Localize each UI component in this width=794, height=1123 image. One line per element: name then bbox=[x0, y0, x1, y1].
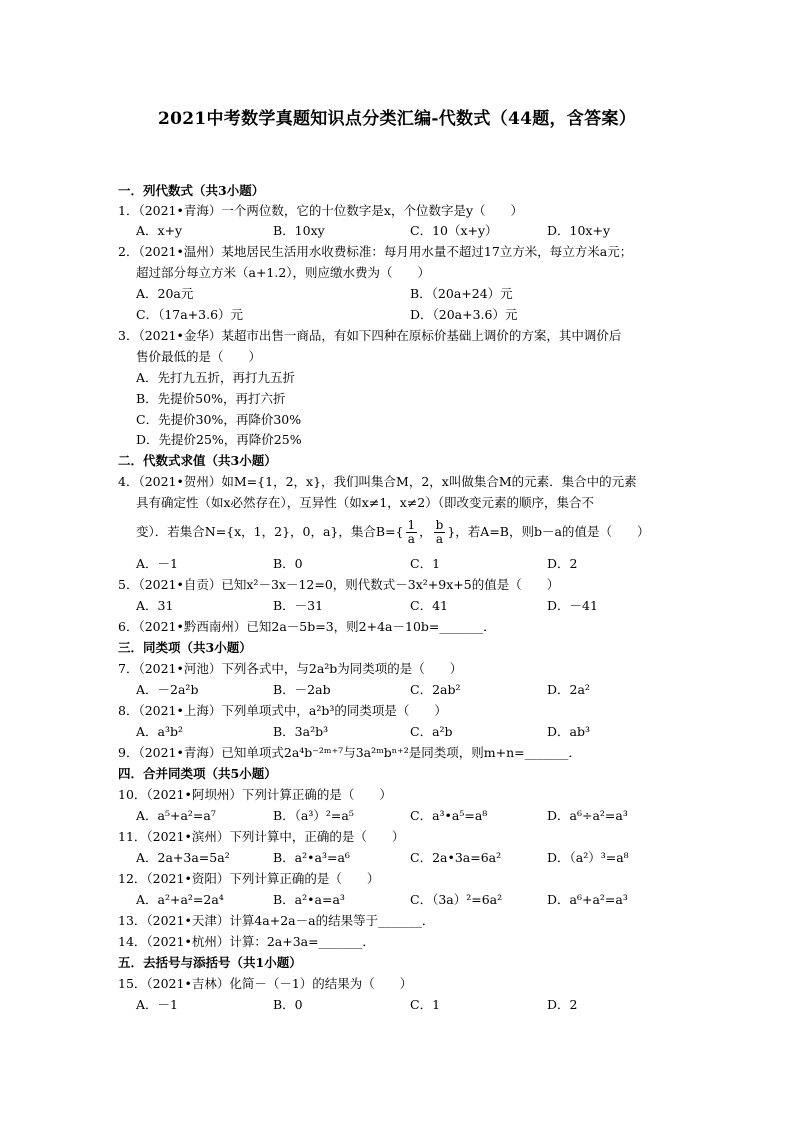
document-title: 2021中考数学真题知识点分类汇编-代数式（44题，含答案） bbox=[157, 109, 637, 129]
question-1-stem: 1．（2021•青海）一个两位数，它的十位数字是x，个位数字是y（ ） bbox=[118, 203, 524, 218]
fraction-b-over-a bbox=[434, 519, 446, 546]
q3-option-a: A．先打九五折，再打九五折 bbox=[136, 370, 296, 385]
q10-option-b: B．（a³）²=a⁵ bbox=[273, 808, 354, 823]
separator: ， bbox=[419, 524, 432, 539]
q11-option-a: A．2a+3a=5a² bbox=[136, 850, 230, 865]
q4-stem-part-a: 变）．若集合N={x，1，2}，0，a}，集合B={ bbox=[136, 524, 404, 539]
q2-option-d: D．（20a+3.6）元 bbox=[410, 307, 518, 322]
q11-option-b: B．a²•a³=a⁶ bbox=[273, 850, 350, 865]
q4-option-a: A．－1 bbox=[136, 556, 178, 571]
section-heading: 四．合并同类项（共5小题） bbox=[118, 766, 277, 781]
section-heading: 三．同类项（共3小题） bbox=[118, 640, 252, 655]
question-4-stem-line1: 4．（2021•贺州）如M={1，2，x}，我们叫集合M，2，x叫做集合M的元素．集合中的元素 bbox=[118, 474, 637, 489]
q1-option-d: D．10x+y bbox=[547, 223, 611, 238]
q8-option-b: B．3a²b³ bbox=[273, 724, 329, 739]
q5-option-d: D．－41 bbox=[547, 598, 598, 613]
q10-option-d: D．a⁶÷a²=a³ bbox=[547, 808, 628, 823]
question-6-stem: 6．（2021•黔西南州）已知2a－5b=3，则2+4a－10b=_______． bbox=[118, 619, 496, 634]
q2-option-b: B．（20a+24）元 bbox=[410, 286, 513, 301]
question-7-stem: 7．（2021•河池）下列各式中，与2a²b为同类项的是（ ） bbox=[118, 661, 463, 676]
q4-option-c: C．1 bbox=[410, 556, 441, 571]
question-4-stem-line3 bbox=[136, 518, 649, 546]
fraction-1-over-a bbox=[406, 519, 418, 546]
question-10-stem: 10．（2021•阿坝州）下列计算正确的是（ ） bbox=[118, 787, 392, 802]
q15-option-a: A．－1 bbox=[136, 997, 178, 1012]
q4-option-d: D．2 bbox=[547, 556, 578, 571]
section-heading: 五．去括号与添括号（共1小题） bbox=[118, 955, 302, 970]
q3-option-d: D．先提价25%，再降价25% bbox=[136, 432, 302, 447]
q5-option-a: A．31 bbox=[136, 598, 174, 613]
section-heading: 一．列代数式（共3小题） bbox=[118, 183, 265, 198]
q15-option-b: B．0 bbox=[273, 997, 303, 1012]
q4-stem-part-b: }，若A=B，则b－a的值是（ ） bbox=[447, 524, 650, 539]
q1-option-a: A．x+y bbox=[136, 223, 183, 238]
q7-option-c: C．2ab² bbox=[410, 682, 461, 697]
q3-option-c: C．先提价30%，再降价30% bbox=[136, 412, 302, 427]
q3-option-b: B．先提价50%，再打六折 bbox=[136, 391, 286, 406]
q11-option-c: C．2a•3a=6a² bbox=[410, 850, 502, 865]
question-15-stem: 15．（2021•吉林）化简－（－1）的结果为（ ） bbox=[118, 976, 413, 991]
question-8-stem: 8．（2021•上海）下列单项式中，a²b³的同类项是（ ） bbox=[118, 703, 447, 718]
question-2-stem-line2: 超过部分每立方米（a+1.2），则应缴水费为（ ） bbox=[136, 265, 431, 280]
question-3-stem-line2: 售价最低的是（ ） bbox=[136, 349, 262, 364]
q12-option-c: C．（3a）²=6a² bbox=[410, 892, 503, 907]
q12-option-a: A．a²+a²=2a⁴ bbox=[136, 892, 224, 907]
fraction-numerator: b bbox=[435, 518, 444, 532]
q10-option-c: C．a³•a⁵=a⁸ bbox=[410, 808, 488, 823]
question-12-stem: 12．（2021•资阳）下列计算正确的是（ ） bbox=[118, 871, 380, 886]
question-9-stem: 9．（2021•青海）已知单项式2a⁴b⁻²ᵐ⁺⁷与3a²ᵐbⁿ⁺²是同类项，则m+n=_______． bbox=[118, 745, 581, 760]
q8-option-a: A．a³b² bbox=[136, 724, 184, 739]
question-2-stem-line1: 2．（2021•温州）某地居民生活用水收费标准：每月用水量不超过17立方米，每立方米a元； bbox=[118, 244, 633, 259]
q11-option-d: D．（a²）³=a⁸ bbox=[547, 850, 629, 865]
fraction-numerator: 1 bbox=[407, 518, 416, 532]
fraction-denominator: a bbox=[407, 532, 415, 546]
q4-option-b: B．0 bbox=[273, 556, 303, 571]
q15-option-d: D．2 bbox=[547, 997, 578, 1012]
q1-option-b: B．10xy bbox=[273, 223, 325, 238]
question-5-stem: 5．（2021•自贡）已知x²－3x－12=0，则代数式－3x²+9x+5的值是（ ） bbox=[118, 577, 560, 592]
q8-option-d: D．ab³ bbox=[547, 724, 590, 739]
q2-option-c: C．（17a+3.6）元 bbox=[136, 307, 244, 322]
q15-option-c: C．1 bbox=[410, 997, 441, 1012]
q2-option-a: A．20a元 bbox=[136, 286, 194, 301]
question-3-stem-line1: 3．（2021•金华）某超市出售一商品，有如下四种在原标价基础上调价的方案，其中调价后 bbox=[118, 328, 622, 343]
fraction-denominator: a bbox=[435, 532, 444, 546]
question-13-stem: 13．（2021•天津）计算4a+2a－a的结果等于_______． bbox=[118, 913, 435, 928]
q8-option-c: C．a²b bbox=[410, 724, 453, 739]
q1-option-c: C．10（x+y） bbox=[410, 223, 498, 238]
q7-option-b: B．－2ab bbox=[273, 682, 331, 697]
question-14-stem: 14．（2021•杭州）计算：2a+3a=_______． bbox=[118, 934, 375, 949]
q12-option-b: B．a²•a=a³ bbox=[273, 892, 345, 907]
q12-option-d: D．a⁶+a²=a³ bbox=[547, 892, 628, 907]
q5-option-c: C．41 bbox=[410, 598, 448, 613]
q5-option-b: B．－31 bbox=[273, 598, 324, 613]
section-heading: 二．代数式求值（共3小题） bbox=[118, 453, 277, 468]
q7-option-d: D．2a² bbox=[547, 682, 590, 697]
q7-option-a: A．－2a²b bbox=[136, 682, 199, 697]
question-4-stem-line2: 具有确定性（如x必然存在），互异性（如x≠1，x≠2）（即改变元素的顺序，集合不 bbox=[136, 495, 595, 510]
q10-option-a: A．a⁵+a²=a⁷ bbox=[136, 808, 216, 823]
question-11-stem: 11．（2021•滨州）下列计算中，正确的是（ ） bbox=[118, 829, 405, 844]
